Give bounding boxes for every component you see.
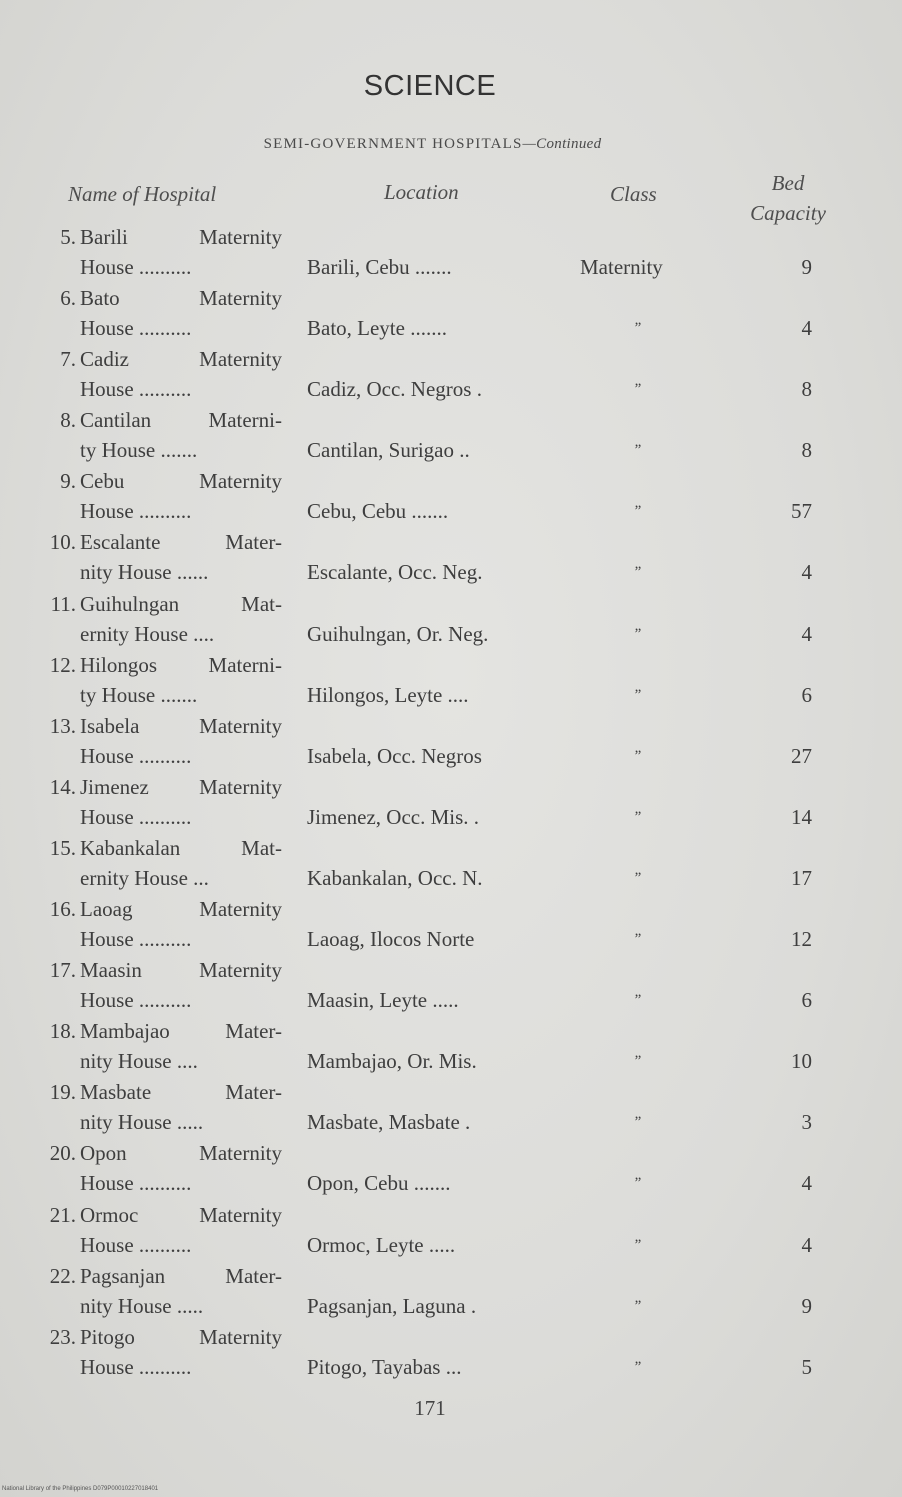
row-number: 13. bbox=[49, 713, 76, 738]
row-number: 23. bbox=[49, 1324, 76, 1349]
hospital-name-line2: nity House ..... bbox=[80, 1110, 204, 1135]
subtitle-text: SEMI-GOVERNMENT HOSPITALS bbox=[263, 136, 523, 152]
bed-capacity: 4 bbox=[801, 621, 812, 646]
bed-capacity: 27 bbox=[791, 743, 812, 768]
hospital-name-line1: Escalante Mater- bbox=[80, 530, 282, 555]
table-row bbox=[0, 775, 902, 836]
hospital-name-line2: nity House ...... bbox=[80, 560, 209, 585]
hospital-name-line1: Kabankalan Mat- bbox=[80, 835, 282, 860]
hospital-name-line1: Guihulngan Mat- bbox=[80, 591, 282, 616]
table-row bbox=[0, 592, 902, 653]
column-header-bed-line2: Capacity bbox=[750, 201, 826, 225]
bed-capacity: 5 bbox=[801, 1354, 812, 1379]
hospital-table bbox=[0, 225, 902, 1386]
hospital-name-line1: Hilongos Materni- bbox=[80, 652, 282, 677]
hospital-name-line1: Jimenez Maternity bbox=[80, 774, 282, 799]
column-header-class: Class bbox=[610, 182, 657, 206]
row-number: 22. bbox=[49, 1263, 76, 1288]
row-number: 18. bbox=[49, 1019, 76, 1044]
bed-capacity: 6 bbox=[801, 988, 812, 1013]
hospital-name-line2: House .......... bbox=[80, 255, 192, 279]
hospital-location: Laoag, Ilocos Norte bbox=[307, 927, 475, 952]
hospital-class: ” bbox=[634, 869, 642, 886]
table-row bbox=[0, 1264, 902, 1325]
table-row bbox=[0, 225, 902, 286]
hospital-name-line2: House .......... bbox=[80, 377, 192, 402]
table-row bbox=[0, 836, 902, 897]
hospital-class: ” bbox=[634, 1236, 642, 1253]
hospital-name-line1: Barili Maternity bbox=[80, 225, 282, 249]
hospital-name-line2: House .......... bbox=[80, 1171, 192, 1196]
hospital-location: Escalante, Occ. Neg. bbox=[307, 560, 483, 585]
hospital-location: Hilongos, Leyte .... bbox=[307, 682, 469, 707]
hospital-class: ” bbox=[634, 625, 642, 642]
hospital-location: Ormoc, Leyte ..... bbox=[307, 1232, 456, 1257]
hospital-class: ” bbox=[634, 686, 642, 703]
hospital-class: ” bbox=[634, 1358, 642, 1375]
hospital-class: ” bbox=[634, 1053, 642, 1070]
table-row bbox=[0, 530, 902, 591]
column-header-name: Name of Hospital bbox=[68, 182, 217, 206]
row-number: 20. bbox=[49, 1141, 76, 1166]
bed-capacity: 57 bbox=[791, 499, 812, 524]
hospital-name-line2: House .......... bbox=[80, 1232, 192, 1257]
hospital-location: Kabankalan, Occ. N. bbox=[307, 865, 483, 890]
hospital-location: Maasin, Leyte ..... bbox=[307, 988, 459, 1013]
column-header-bed-line1: Bed bbox=[771, 171, 805, 195]
hospital-name-line2: House .......... bbox=[80, 927, 192, 952]
hospital-class: ” bbox=[634, 931, 642, 948]
row-number: 5. bbox=[60, 225, 76, 249]
hospital-name-line1: Laoag Maternity bbox=[80, 897, 282, 922]
hospital-name-line2: House .......... bbox=[80, 1354, 192, 1379]
row-number: 15. bbox=[49, 835, 76, 860]
hospital-name-line1: Isabela Maternity bbox=[80, 713, 282, 738]
hospital-name-line2: ernity House ... bbox=[80, 865, 209, 890]
table-row bbox=[0, 653, 902, 714]
hospital-location: Pitogo, Tayabas ... bbox=[307, 1354, 462, 1379]
hospital-name-line1: Cebu Maternity bbox=[80, 469, 282, 494]
hospital-class: ” bbox=[634, 564, 642, 581]
hospital-location: Masbate, Masbate . bbox=[307, 1110, 471, 1135]
hospital-class: ” bbox=[634, 1175, 642, 1192]
table-row bbox=[0, 469, 902, 530]
row-number: 16. bbox=[49, 897, 76, 922]
table-row bbox=[0, 714, 902, 775]
hospital-name-line2: House .......... bbox=[80, 499, 192, 524]
hospital-class: ” bbox=[634, 503, 642, 520]
table-row bbox=[0, 408, 902, 469]
table-row bbox=[0, 347, 902, 408]
hospital-class: ” bbox=[634, 320, 642, 337]
hospital-name-line2: House .......... bbox=[80, 743, 192, 768]
hospital-location: Bato, Leyte ....... bbox=[307, 316, 447, 341]
column-header-bed-capacity bbox=[738, 168, 838, 228]
hospital-name-line1: Ormoc Maternity bbox=[80, 1202, 282, 1227]
hospital-location: Cadiz, Occ. Negros . bbox=[307, 377, 482, 402]
hospital-location: Cebu, Cebu ....... bbox=[307, 499, 449, 524]
hospital-location: Pagsanjan, Laguna . bbox=[307, 1293, 477, 1318]
row-number: 10. bbox=[49, 530, 76, 555]
column-header-location: Location bbox=[384, 180, 459, 204]
row-number: 14. bbox=[49, 774, 76, 799]
hospital-class: ” bbox=[634, 808, 642, 825]
hospital-name-line2: ernity House .... bbox=[80, 621, 215, 646]
bed-capacity: 17 bbox=[791, 865, 812, 890]
hospital-location: Guihulngan, Or. Neg. bbox=[307, 621, 489, 646]
hospital-location: Barili, Cebu ....... bbox=[307, 255, 452, 279]
table-row bbox=[0, 958, 902, 1019]
page-number: 171 bbox=[414, 1396, 446, 1420]
hospital-class: ” bbox=[634, 747, 642, 764]
table-row bbox=[0, 1203, 902, 1264]
row-number: 19. bbox=[49, 1080, 76, 1105]
hospital-class: Maternity bbox=[580, 255, 663, 279]
table-row bbox=[0, 1019, 902, 1080]
hospital-location: Opon, Cebu ....... bbox=[307, 1171, 451, 1196]
hospital-location: Cantilan, Surigao .. bbox=[307, 438, 470, 463]
row-number: 17. bbox=[49, 958, 76, 983]
hospital-location: Mambajao, Or. Mis. bbox=[307, 1049, 477, 1074]
table-row bbox=[0, 1325, 902, 1386]
bed-capacity: 12 bbox=[791, 927, 812, 952]
row-number: 8. bbox=[60, 408, 76, 433]
hospital-class: ” bbox=[634, 381, 642, 398]
hospital-class: ” bbox=[634, 1114, 642, 1131]
bed-capacity: 3 bbox=[801, 1110, 812, 1135]
hospital-class: ” bbox=[634, 1297, 642, 1314]
hospital-name-line1: Masbate Mater- bbox=[80, 1080, 282, 1105]
hospital-name-line2: ty House ....... bbox=[80, 438, 198, 463]
hospital-name-line1: Cadiz Maternity bbox=[80, 347, 282, 372]
row-number: 6. bbox=[60, 286, 76, 311]
row-number: 11. bbox=[50, 591, 76, 616]
hospital-class: ” bbox=[634, 992, 642, 1009]
hospital-name-line2: nity House .... bbox=[80, 1049, 198, 1074]
page-title: SCIENCE bbox=[363, 70, 497, 102]
hospital-name-line1: Pagsanjan Mater- bbox=[80, 1263, 282, 1288]
bed-capacity: 4 bbox=[801, 1171, 812, 1196]
scan-credit: National Library of the Philippines D079P00010227018401 bbox=[2, 1486, 159, 1492]
subtitle-continued: —Continued bbox=[522, 136, 602, 152]
table-row bbox=[0, 286, 902, 347]
hospital-class: ” bbox=[634, 442, 642, 459]
hospital-name-line1: Mambajao Mater- bbox=[80, 1019, 282, 1044]
table-row bbox=[0, 897, 902, 958]
hospital-name-line2: House .......... bbox=[80, 316, 192, 341]
section-subtitle bbox=[0, 136, 865, 153]
table-row bbox=[0, 1080, 902, 1141]
hospital-name-line1: Opon Maternity bbox=[80, 1141, 282, 1166]
row-number: 21. bbox=[49, 1202, 76, 1227]
bed-capacity: 4 bbox=[801, 316, 812, 341]
hospital-name-line1: Maasin Maternity bbox=[80, 958, 282, 983]
bed-capacity: 8 bbox=[801, 377, 812, 402]
table-row bbox=[0, 1141, 902, 1202]
bed-capacity: 4 bbox=[801, 1232, 812, 1257]
bed-capacity: 9 bbox=[801, 255, 812, 279]
bed-capacity: 14 bbox=[791, 804, 812, 829]
hospital-location: Jimenez, Occ. Mis. . bbox=[307, 804, 480, 829]
hospital-name-line2: House .......... bbox=[80, 988, 192, 1013]
row-number: 12. bbox=[49, 652, 76, 677]
hospital-name-line1: Bato Maternity bbox=[80, 286, 282, 311]
hospital-location: Isabela, Occ. Negros bbox=[307, 743, 482, 768]
bed-capacity: 9 bbox=[801, 1293, 812, 1318]
hospital-name-line2: nity House ..... bbox=[80, 1293, 204, 1318]
hospital-name-line1: Pitogo Maternity bbox=[80, 1324, 282, 1349]
hospital-name-line2: ty House ....... bbox=[80, 682, 198, 707]
hospital-name-line2: House .......... bbox=[80, 804, 192, 829]
bed-capacity: 8 bbox=[801, 438, 812, 463]
hospital-name-line1: Cantilan Materni- bbox=[80, 408, 282, 433]
row-number: 7. bbox=[60, 347, 76, 372]
row-number: 9. bbox=[60, 469, 76, 494]
bed-capacity: 4 bbox=[801, 560, 812, 585]
bed-capacity: 10 bbox=[791, 1049, 812, 1074]
bed-capacity: 6 bbox=[801, 682, 812, 707]
